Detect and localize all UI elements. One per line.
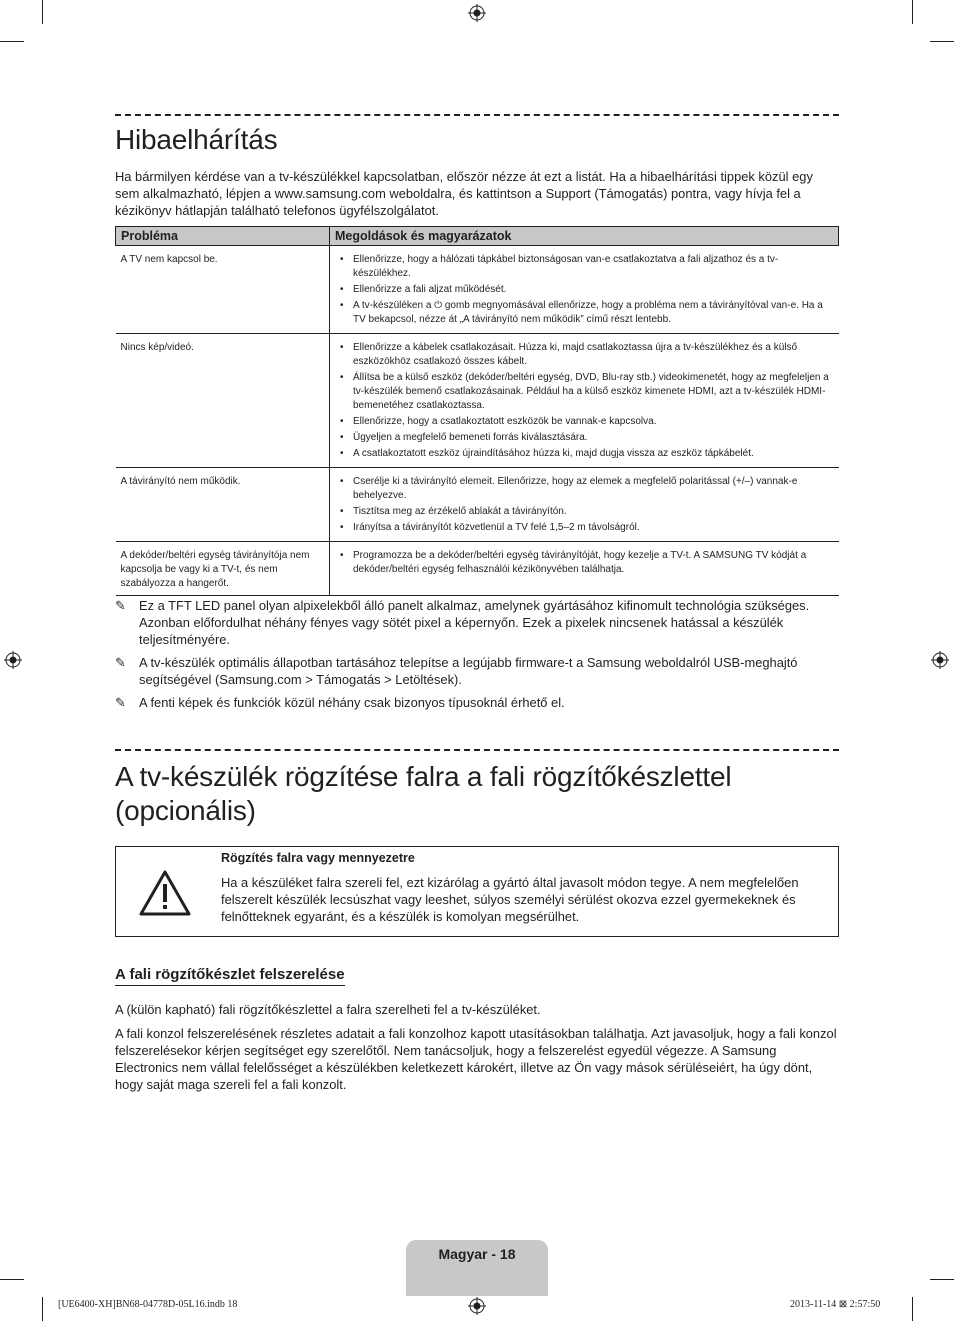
- section-divider: [115, 749, 839, 751]
- section-title: A tv-készülék rögzítése falra a fali rögzítőkészlettel (opcionális): [115, 761, 732, 826]
- warning-text: Ha a készüléket falra szereli fel, ezt kizárólag a gyártó által javasolt módon tegye. A nem megfelelően felszerelt készülék lecsúszhat vagy leeshet, súlyos személyi sérülést okozva ezzel gyermekeknek és felnőtteknek egyaránt, és a készülék is komolyan megsérülhet.: [221, 875, 799, 924]
- problem-cell: A TV nem kapcsol be.: [116, 246, 330, 334]
- crop-mark: [912, 0, 913, 24]
- print-timestamp: 2013-11-14 ⊠ 2:57:50: [790, 1299, 881, 1310]
- problem-cell: Nincs kép/videó.: [116, 334, 330, 468]
- subheading: A fali rögzítőkészlet felszerelése: [115, 965, 345, 986]
- solution-item: • Ellenőrizze, hogy a hálózati tápkábel biztonságosan van-e csatlakoztatva a fali aljzathoz és a tv-készülékhez.: [340, 254, 779, 279]
- crop-mark: [42, 1297, 43, 1321]
- registration-mark-icon: [468, 4, 486, 22]
- intro-paragraph: Ha bármilyen kérdése van a tv-készülékkel kapcsolatban, először nézze át ezt a listát. Ha a hibaelhárítási tippek közül egy sem alkalmazható, lépjen a www.samsung.com weboldalra, és kattintson a Support (Támogatás) pontra, vagy hívja fel a kézikönyv hátlapján található telefonos ügyfélszolgálatot.: [115, 169, 813, 218]
- table-row: [116, 542, 839, 596]
- page-number-tab: [406, 1240, 548, 1296]
- section-title: Hibaelhárítás: [115, 124, 278, 155]
- solution-item: • Ellenőrizze, hogy a csatlakoztatott eszközök be vannak-e kapcsolva.: [340, 416, 657, 427]
- table-header-row: [116, 227, 839, 246]
- problem-cell: A távirányító nem működik.: [116, 468, 330, 542]
- pencil-note-icon: ✎: [115, 695, 126, 710]
- solution-item: • Programozza be a dekóder/beltéri egység távirányítóját, hogy kezelje a TV-t. A SAMSUNG TV kódját a dekóder/beltéri egység felhasználói kézikönyvében találhatja.: [340, 550, 807, 575]
- print-slug: [UE6400-XH]BN68-04778D-05L16.indb 18: [58, 1299, 238, 1310]
- table-row: [116, 334, 839, 468]
- section-divider: [115, 114, 839, 116]
- problem-cell: A dekóder/beltéri egység távirányítója nem kapcsolja be vagy ki a TV-t, és nem szabályozza a hangerőt.: [116, 542, 330, 596]
- warning-triangle-icon: [138, 869, 192, 917]
- crop-mark: [0, 1279, 24, 1280]
- column-header-solution: Megoldások és magyarázatok: [330, 227, 839, 246]
- crop-mark: [930, 41, 954, 42]
- notes-list: [115, 597, 839, 717]
- solution-item: • A csatlakoztatott eszköz újraindításához húzza ki, majd dugja vissza az eszköz tápkábelét.: [340, 448, 754, 459]
- warning-title: Rögzítés falra vagy mennyezetre: [221, 851, 415, 865]
- registration-mark-icon: [468, 1297, 486, 1315]
- crop-mark: [912, 1297, 913, 1321]
- crop-mark: [0, 41, 24, 42]
- solution-cell: [330, 468, 839, 542]
- solution-cell: [330, 542, 839, 596]
- solution-item: • Ügyeljen a megfelelő bemeneti forrás kiválasztására.: [340, 432, 588, 443]
- table-row: [116, 246, 839, 334]
- troubleshooting-table: [115, 226, 839, 596]
- note-item: ✎ Ez a TFT LED panel olyan alpixelekből álló panelt alkalmaz, amelynek gyártásához kifinomult technológia szükséges. Azonban előfordulhat néhány fényes vagy sötét pixel a képernyőn. Ezek a pixelek nincsenek hatással a készülék teljesítményére.: [115, 598, 810, 647]
- solution-item: • Ellenőrizze a fali aljzat működését.: [340, 284, 507, 295]
- column-header-problem: Probléma: [116, 227, 330, 246]
- page-number: Magyar - 18: [438, 1246, 516, 1262]
- crop-mark: [42, 0, 43, 24]
- crop-mark: [930, 1279, 954, 1280]
- solution-cell: [330, 334, 839, 468]
- pencil-note-icon: ✎: [115, 655, 126, 670]
- body-paragraph: A (külön kapható) fali rögzítőkészlettel a falra szerelheti fel a tv-készüléket.: [115, 1002, 541, 1017]
- solution-item: • A tv-készüléken a ⏻ gomb megnyomásával ellenőrizze, hogy a probléma nem a távirányítóval van-e. Ha a TV bekapcsol, nézze át „A távirányító nem működik” című részt lentebb.: [340, 300, 823, 325]
- warning-box: [115, 846, 839, 937]
- solution-item: • Cserélje ki a távirányító elemeit. Ellenőrizze, hogy az elemek a megfelelő polaritással (+/–) vannak-e behelyezve.: [340, 476, 798, 501]
- registration-mark-icon: [4, 651, 22, 669]
- table-row: [116, 468, 839, 542]
- solution-item: • Állítsa be a külső eszköz (dekóder/beltéri egység, DVD, Blu-ray stb.) videokimenetét, hogy az megfeleljen a tv-készülék bemenő csatlakozásainak. Például ha a külső eszköz kimenete HDMI, azt a tv-készülék HDMI-bemenetéhez csatlakoztassa.: [340, 372, 829, 411]
- pencil-note-icon: ✎: [115, 598, 126, 613]
- solution-item: • Tisztítsa meg az érzékelő ablakát a távirányítón.: [340, 506, 567, 517]
- solution-item: • Irányítsa a távirányítót közvetlenül a TV felé 1,5–2 m távolságról.: [340, 522, 640, 533]
- note-item: ✎ A fenti képek és funkciók közül néhány csak bizonyos típusoknál érhető el.: [115, 695, 565, 710]
- note-item: ✎ A tv-készülék optimális állapotban tartásához telepítse a legújabb firmware-t a Samsung weboldalról USB-meghajtó segítségével (Samsung.com > Támogatás > Letöltések).: [115, 655, 798, 687]
- registration-mark-icon: [931, 651, 949, 669]
- solution-item: • Ellenőrizze a kábelek csatlakozásait. Húzza ki, majd csatlakoztassa újra a tv-készülékhez és a külső eszközökhöz csatlakozó összes kábelt.: [340, 342, 798, 367]
- solution-cell: [330, 246, 839, 334]
- body-paragraph: A fali konzol felszerelésének részletes adatait a fali konzolhoz kapott utasításokban találhatja. Azt javasoljuk, hogy a fali konzol felszerelésekor kérjen segítséget egy szerelőtől. Nem tanácsoljuk, hogy a felszerelést egyedül végezze. A Samsung Electronics nem vállal felelősséget a készülékben keletkezett károkért, illetve az Ön vagy mások sérüléseiért, ha úgy dönt, hogy saját maga szereli fel a fali konzolt.: [115, 1026, 837, 1092]
